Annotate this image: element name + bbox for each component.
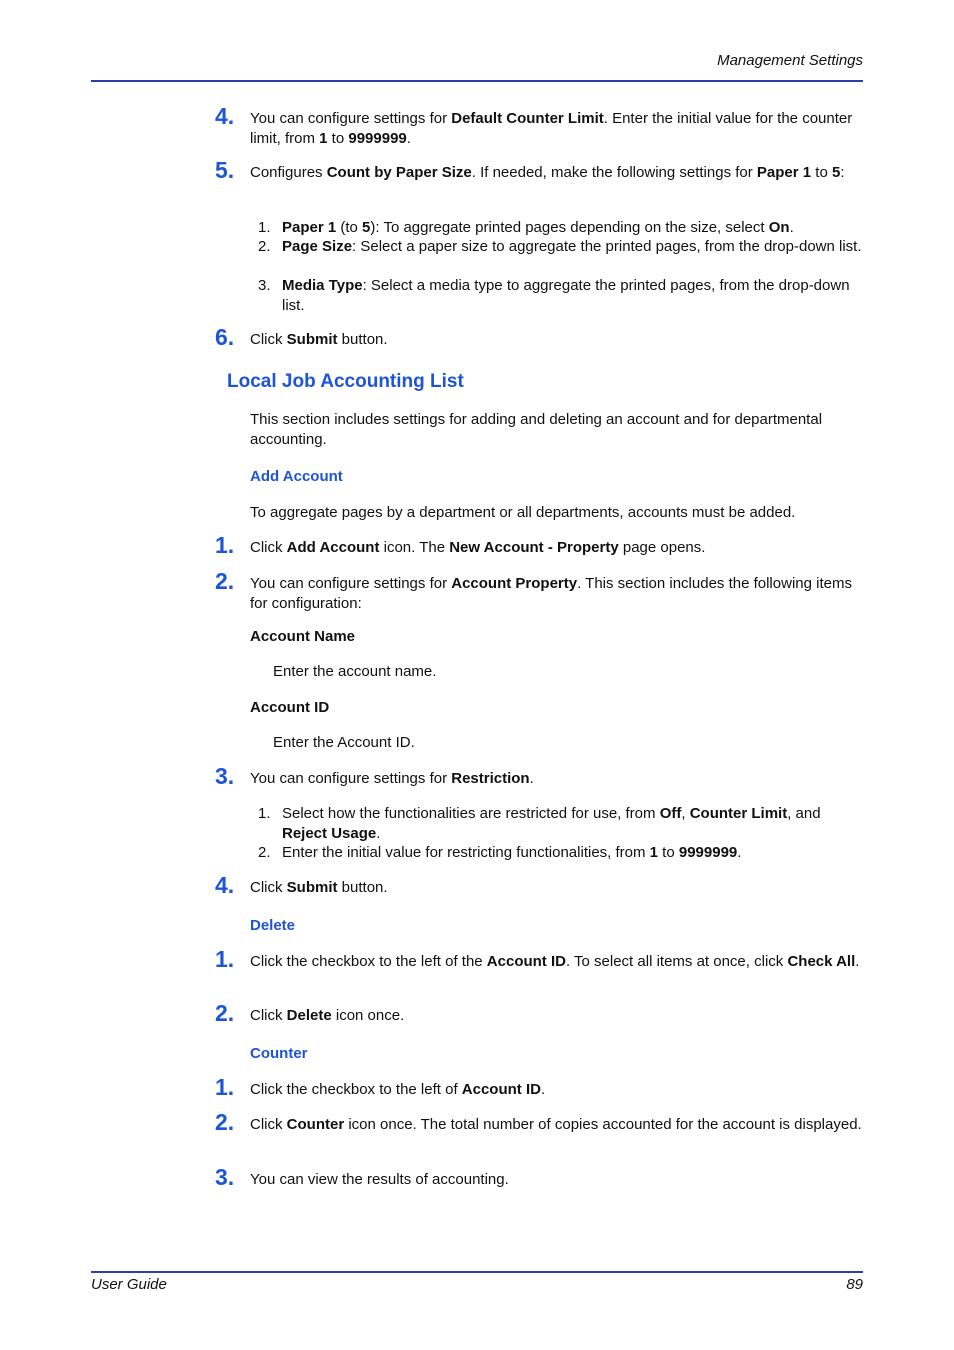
step-number: 3. (215, 1164, 235, 1190)
page-number: 89 (846, 1276, 863, 1293)
step-number: 1. (215, 946, 235, 972)
section-intro: This section includes settings for adding and deleting an account and for departmental accounting. (250, 411, 823, 448)
step-number: 2. (215, 1109, 235, 1135)
step-number: 2. (215, 568, 235, 594)
step-number: 1. (215, 532, 235, 558)
subsection-heading: Delete (250, 917, 296, 934)
step-number: 4. (215, 103, 235, 129)
step-number: 1. (215, 1074, 235, 1100)
step-text: You can configure settings for Default Counter Limit. Enter the initial value for the counter limit, from 1 to 9999999. (250, 110, 853, 147)
step-number: 3. (215, 763, 235, 789)
step-text: Click the checkbox to the left of Account ID. (250, 1081, 546, 1098)
step-text: You can view the results of accounting. (250, 1171, 509, 1188)
step-number: 4. (215, 872, 235, 898)
field-label-account-name: Account Name (250, 628, 356, 645)
step-text: Click Counter icon once. The total number of copies accounted for the account is displayed. (250, 1116, 862, 1133)
step-text: Click Delete icon once. (250, 1007, 405, 1024)
step-text: Click Add Account icon. The New Account - Property page opens. (250, 539, 706, 556)
step-number: 5. (215, 157, 235, 183)
step-text: Click the checkbox to the left of the Account ID. To select all items at once, click Check All. (250, 953, 860, 970)
section-heading: Local Job Accounting List (227, 371, 464, 392)
field-label-account-id: Account ID (250, 699, 330, 716)
step-text: You can configure settings for Restriction. (250, 770, 534, 787)
step-number: 6. (215, 324, 235, 350)
subsection-heading: Add Account (250, 468, 343, 485)
step-text: You can configure settings for Account Property. This section includes the following items for configuration: (250, 575, 852, 612)
subsection-intro: To aggregate pages by a department or all departments, accounts must be added. (250, 504, 796, 521)
footer-rule (91, 1271, 863, 1273)
running-header: Management Settings (717, 52, 863, 69)
step-number: 2. (215, 1000, 235, 1026)
subsection-heading: Counter (250, 1045, 308, 1062)
footer-title: User Guide (91, 1276, 167, 1293)
header-rule (91, 80, 863, 82)
field-desc-account-name: Enter the account name. (273, 663, 437, 680)
step-text: Click Submit button. (250, 331, 388, 348)
step-text: Configures Count by Paper Size. If needed, make the following settings for Paper 1 to 5: (250, 164, 845, 181)
step-text: Click Submit button. (250, 879, 388, 896)
field-desc-account-id: Enter the Account ID. (273, 734, 415, 751)
